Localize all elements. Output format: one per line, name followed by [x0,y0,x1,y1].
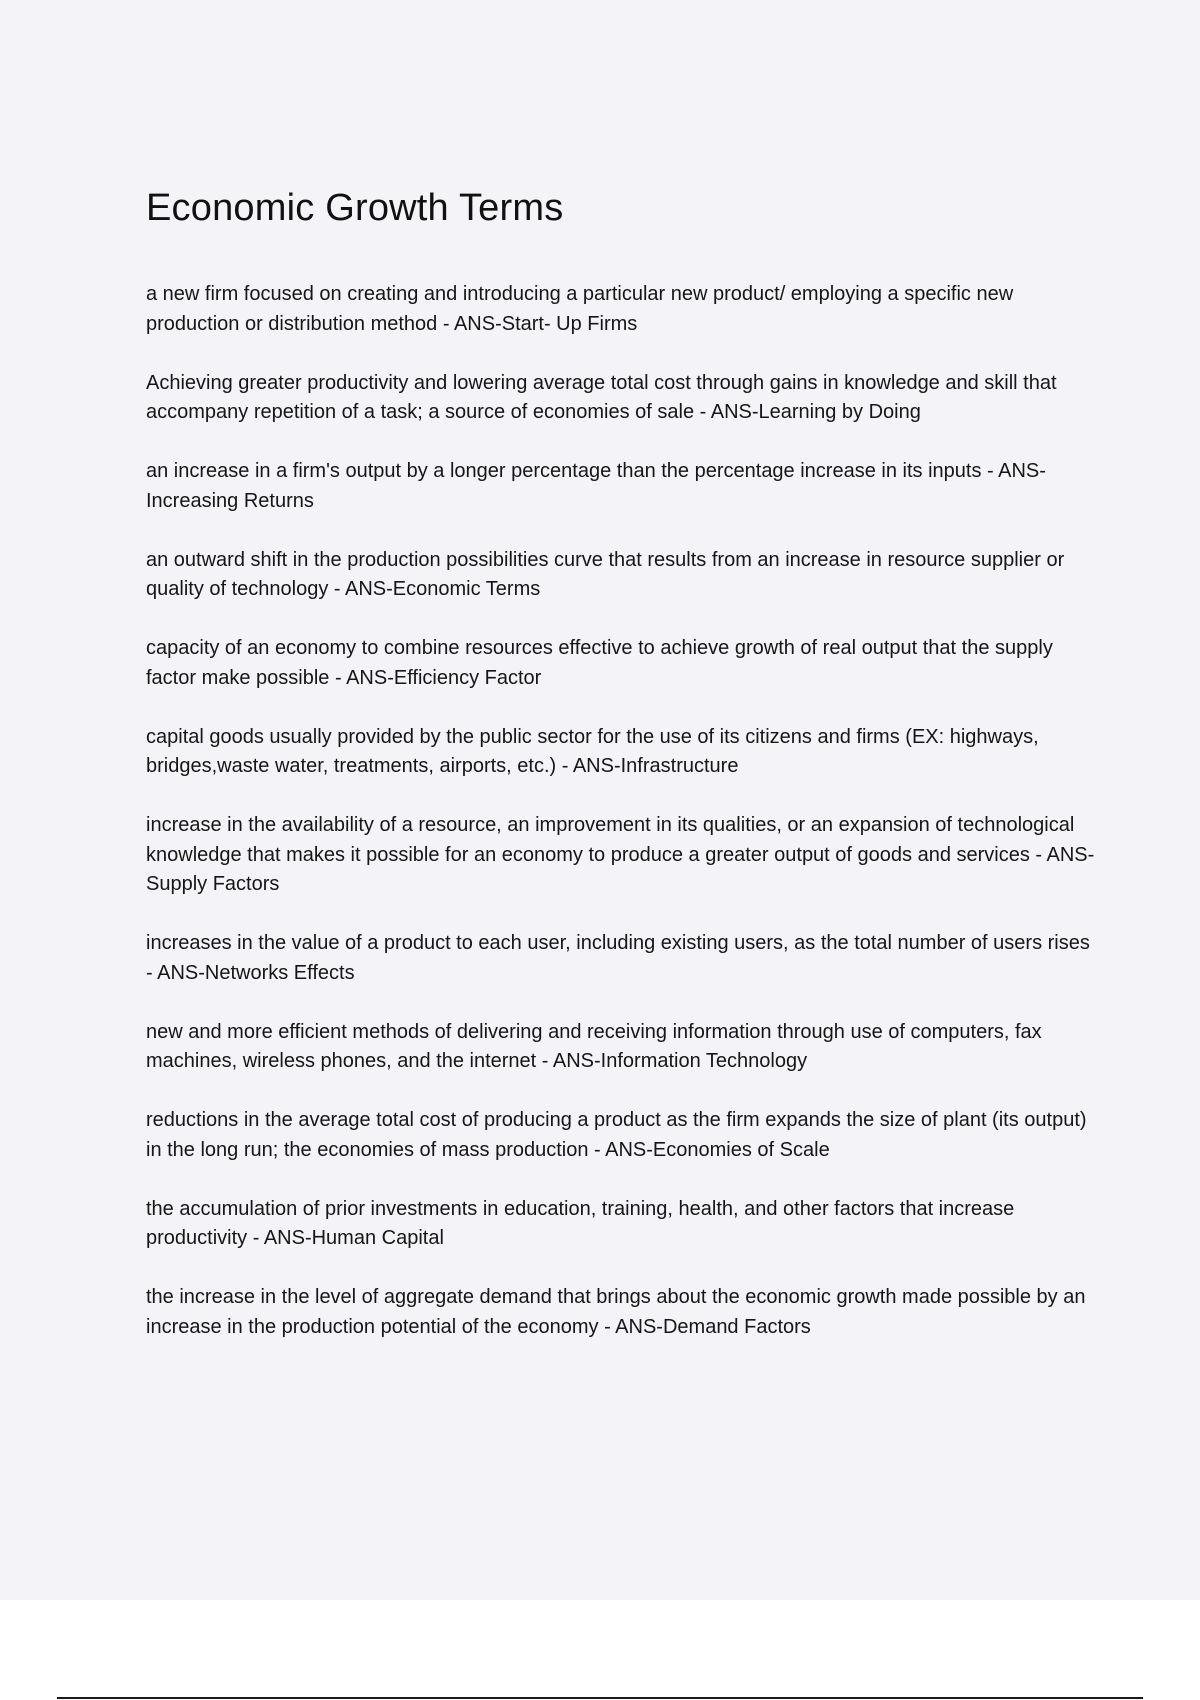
term-entry: capital goods usually provided by the public sector for the use of its citizens and firms (EX: highways, bridges,waste water, treatments, airports, etc.) - ANS-Infrastructure [146,725,1039,777]
term-entry: increases in the value of a product to each user, including existing users, as the total number of users rises - ANS-Networks Effects [146,932,1090,984]
term-entry: new and more efficient methods of delivering and receiving information through use of computers, fax machines, wireless phones, and the internet - ANS-Information Technology [146,1020,1042,1072]
document-title: Economic Growth Terms [146,187,564,229]
term-entry: a new firm focused on creating and introducing a particular new product/ employing a specific new production or distribution method - ANS-Start- Up Firms [146,283,1014,335]
term-entry: reductions in the average total cost of producing a product as the firm expands the size of plant (its output) in the long run; the economies of mass production - ANS-Economies of Scale [146,1109,1087,1161]
term-entry: an increase in a firm's output by a longer percentage than the percentage increase in its inputs - ANS-Increasing Returns [146,460,1046,512]
term-entry: the accumulation of prior investments in education, training, health, and other factors that increase productivity - ANS-Human Capital [146,1197,1015,1249]
term-entry: increase in the availability of a resource, an improvement in its qualities, or an expansion of technological knowledge that makes it possible for an economy to produce a greater output of goods and services - ANS-Supply Factors [146,814,1095,895]
term-entry: Achieving greater productivity and lowering average total cost through gains in knowledge and skill that accompany repetition of a task; a source of economies of sale - ANS-Learning by Doing [146,371,1057,423]
term-list [146,280,1096,1372]
footer-divider [57,1697,1143,1699]
term-entry: an outward shift in the production possibilities curve that results from an increase in resource supplier or quality of technology - ANS-Economic Terms [146,548,1065,600]
term-entry: capacity of an economy to combine resources effective to achieve growth of real output that the supply factor make possible - ANS-Efficiency Factor [146,637,1053,689]
term-entry: the increase in the level of aggregate demand that brings about the economic growth made possible by an increase in the production potential of the economy - ANS-Demand Factors [146,1286,1086,1338]
